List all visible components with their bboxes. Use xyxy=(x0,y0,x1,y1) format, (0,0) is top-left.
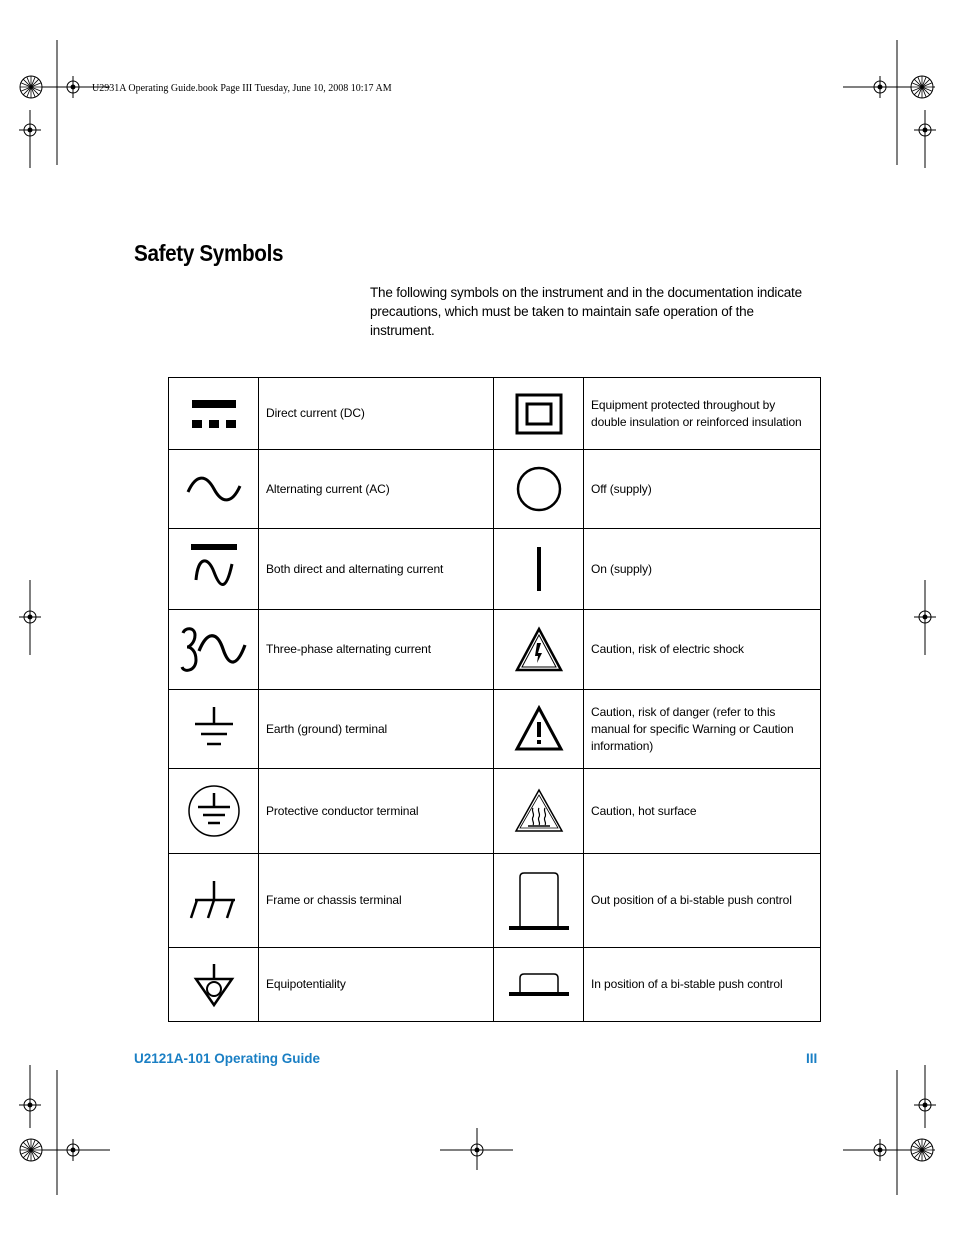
symbol-description: Out position of a bi-stable push control xyxy=(584,854,821,948)
electric-shock-warning-icon xyxy=(514,626,564,674)
ac-icon xyxy=(184,472,244,506)
table-row xyxy=(169,690,821,769)
three-phase-ac-icon xyxy=(179,625,249,675)
symbol-cell xyxy=(169,769,259,854)
symbol-description: On (supply) xyxy=(584,529,821,610)
protective-conductor-icon xyxy=(186,783,242,839)
dc-ac-icon xyxy=(186,542,242,596)
symbol-description: Protective conductor terminal xyxy=(259,769,494,854)
symbol-description: Direct current (DC) xyxy=(259,378,494,450)
intro-paragraph: The following symbols on the instrument and in the documentation indicate precautions, which must be taken to maintain safe operation of the instrument. xyxy=(370,285,802,338)
table-row xyxy=(169,378,821,450)
off-supply-icon xyxy=(514,464,564,514)
symbol-cell xyxy=(169,610,259,690)
equipotentiality-icon xyxy=(192,961,236,1009)
footer-page-number: III xyxy=(806,1051,818,1066)
symbol-description: Caution, risk of danger (refer to this manual for specific Warning or Caution information) xyxy=(584,690,821,769)
symbol-description: Both direct and alternating current xyxy=(259,529,494,610)
symbol-cell xyxy=(494,450,584,529)
symbol-description: In position of a bi-stable push control xyxy=(584,948,821,1022)
symbol-cell xyxy=(494,529,584,610)
table-row xyxy=(169,769,821,854)
symbol-description: Equipotentiality xyxy=(259,948,494,1022)
symbol-cell xyxy=(494,610,584,690)
push-control-out-icon xyxy=(506,869,572,933)
dc-icon xyxy=(186,394,242,434)
symbol-description: Frame or chassis terminal xyxy=(259,854,494,948)
danger-warning-icon xyxy=(514,705,564,753)
table-row xyxy=(169,529,821,610)
symbol-description: Caution, hot surface xyxy=(584,769,821,854)
print-slug: U2931A Operating Guide.book Page III Tuesday, June 10, 2008 10:17 AM xyxy=(92,83,392,94)
table-row xyxy=(169,948,821,1022)
symbol-cell xyxy=(494,378,584,450)
table-row xyxy=(169,610,821,690)
symbol-description: Earth (ground) terminal xyxy=(259,690,494,769)
symbol-description: Equipment protected throughout by double insulation or reinforced insulation xyxy=(584,378,821,450)
safety-symbols-table xyxy=(168,377,821,1022)
symbol-cell xyxy=(169,690,259,769)
symbol-cell xyxy=(169,450,259,529)
table-row xyxy=(169,854,821,948)
symbol-cell xyxy=(494,948,584,1022)
symbol-description: Alternating current (AC) xyxy=(259,450,494,529)
symbol-cell xyxy=(169,854,259,948)
symbol-description: Off (supply) xyxy=(584,450,821,529)
hot-surface-warning-icon xyxy=(513,787,565,835)
symbol-cell xyxy=(494,854,584,948)
symbol-cell xyxy=(169,529,259,610)
table-row xyxy=(169,450,821,529)
chassis-terminal-icon xyxy=(187,878,241,924)
symbol-description: Three-phase alternating current xyxy=(259,610,494,690)
symbol-cell xyxy=(169,948,259,1022)
symbol-description: Caution, risk of electric shock xyxy=(584,610,821,690)
double-insulation-icon xyxy=(514,392,564,436)
symbol-cell xyxy=(494,690,584,769)
footer-guide-title: U2121A-101 Operating Guide xyxy=(134,1051,321,1066)
symbol-cell xyxy=(169,378,259,450)
page-title: Safety Symbols xyxy=(134,240,284,266)
earth-ground-icon xyxy=(189,704,239,754)
push-control-in-icon xyxy=(506,968,572,1002)
on-supply-icon xyxy=(529,544,549,594)
symbol-cell xyxy=(494,769,584,854)
